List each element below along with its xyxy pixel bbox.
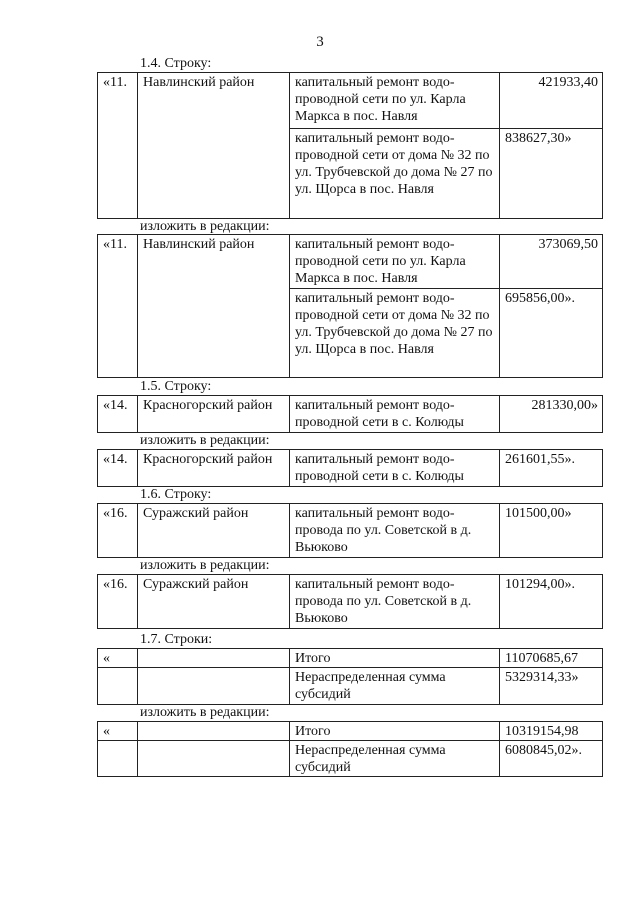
district-cell: Навлинский район [138, 73, 290, 219]
empty-cell [98, 741, 138, 777]
table-row [98, 649, 603, 668]
quote-cell: « [98, 649, 138, 668]
row-number: «11. [98, 73, 138, 219]
row-number: «14. [98, 396, 138, 433]
total-amount: 11070685,67 [500, 649, 603, 668]
empty-cell [138, 722, 290, 741]
section-1-4-edit-label: изложить в редакции: [140, 219, 270, 234]
description-cell: капитальный ремонт водо-проводной сети от дома № 32 по ул. Трубчевской до дома № 27 по ул. Щорса в пос. Навля [290, 129, 500, 219]
section-1-7-edit-label: изложить в редакции: [140, 705, 270, 720]
amount-cell: 261601,55». [500, 450, 603, 487]
table-row [98, 235, 603, 289]
undistributed-label: Нераспределенная сумма субсидий [290, 741, 500, 777]
undistributed-amount: 5329314,33» [500, 668, 603, 705]
section-1-4-heading: 1.4. Строку: [140, 56, 212, 71]
empty-cell [98, 668, 138, 705]
description-cell: капитальный ремонт водо-проводной сети от дома № 32 по ул. Трубчевской до дома № 27 по ул. Щорса в пос. Навля [290, 289, 500, 378]
amount-cell: 373069,50 [500, 235, 603, 289]
row-number: «14. [98, 450, 138, 487]
empty-cell [138, 741, 290, 777]
district-cell: Навлинский район [138, 235, 290, 378]
district-cell: Суражский район [138, 575, 290, 629]
amount-cell: 421933,40 [500, 73, 603, 129]
total-amount: 10319154,98 [500, 722, 603, 741]
section-1-5-edit-label: изложить в редакции: [140, 433, 270, 448]
amount-cell: 281330,00» [500, 396, 603, 433]
section-1-7-new-table [97, 721, 603, 777]
row-number: «11. [98, 235, 138, 378]
section-1-5-old-table [97, 395, 603, 433]
district-cell: Красногорский район [138, 396, 290, 433]
description-cell: капитальный ремонт водо-проводной сети в с. Колюды [290, 396, 500, 433]
total-label: Итого [290, 649, 500, 668]
undistributed-label: Нераспределенная сумма субсидий [290, 668, 500, 705]
empty-cell [138, 668, 290, 705]
description-cell: капитальный ремонт водо-провода по ул. Советской в д. Вьюково [290, 575, 500, 629]
section-1-5-heading: 1.5. Строку: [140, 379, 212, 394]
empty-cell [138, 649, 290, 668]
section-1-6-new-table [97, 574, 603, 629]
description-cell: капитальный ремонт водо-проводной сети в с. Колюды [290, 450, 500, 487]
amount-cell: 101500,00» [500, 504, 603, 558]
table-row [98, 450, 603, 487]
table-row [98, 668, 603, 705]
total-label: Итого [290, 722, 500, 741]
row-number: «16. [98, 504, 138, 558]
quote-cell: « [98, 722, 138, 741]
undistributed-amount: 6080845,02». [500, 741, 603, 777]
table-row [98, 722, 603, 741]
section-1-4-old-table [97, 72, 603, 219]
table-row [98, 73, 603, 129]
amount-cell: 101294,00». [500, 575, 603, 629]
section-1-6-old-table [97, 503, 603, 558]
section-1-7-old-table [97, 648, 603, 705]
amount-cell: 838627,30» [500, 129, 603, 219]
section-1-6-heading: 1.6. Строку: [140, 487, 212, 502]
table-row [98, 575, 603, 629]
table-row [98, 741, 603, 777]
description-cell: капитальный ремонт водо-проводной сети по ул. Карла Маркса в пос. Навля [290, 73, 500, 129]
district-cell: Красногорский район [138, 450, 290, 487]
district-cell: Суражский район [138, 504, 290, 558]
section-1-7-heading: 1.7. Строки: [140, 632, 213, 647]
section-1-5-new-table [97, 449, 603, 487]
amount-cell: 695856,00». [500, 289, 603, 378]
section-1-4-new-table [97, 234, 603, 378]
table-row [98, 396, 603, 433]
table-row [98, 504, 603, 558]
section-1-6-edit-label: изложить в редакции: [140, 558, 270, 573]
row-number: «16. [98, 575, 138, 629]
description-cell: капитальный ремонт водо-проводной сети по ул. Карла Маркса в пос. Навля [290, 235, 500, 289]
page-number: 3 [316, 34, 324, 50]
description-cell: капитальный ремонт водо-провода по ул. Советской в д. Вьюково [290, 504, 500, 558]
